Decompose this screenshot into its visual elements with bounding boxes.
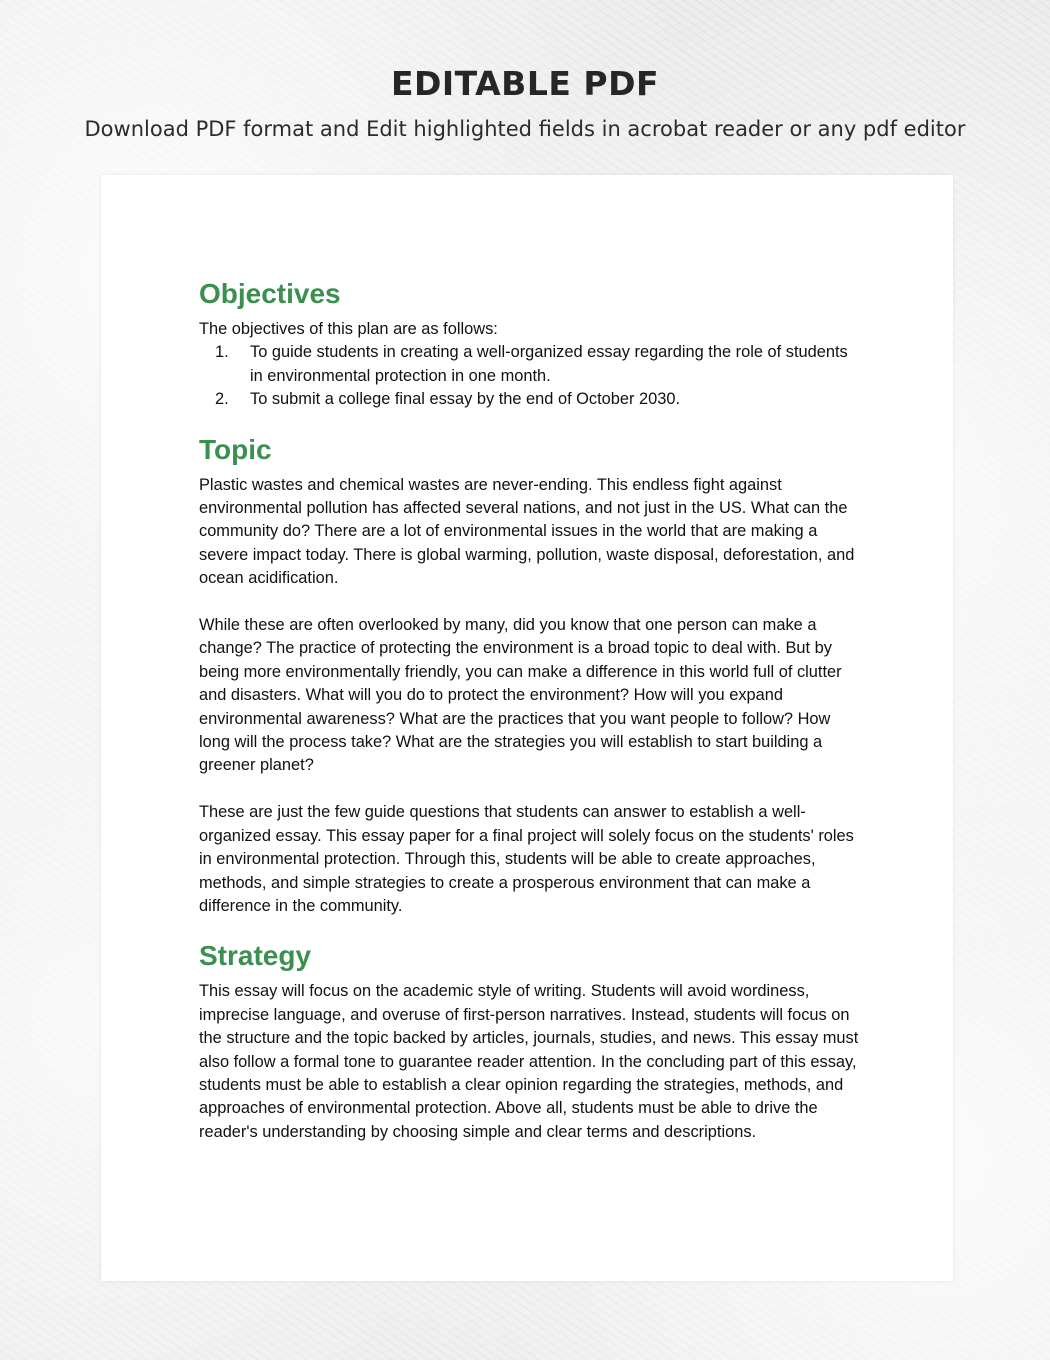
objectives-heading: Objectives <box>199 278 341 309</box>
objectives-section <box>199 273 859 412</box>
topic-section <box>199 429 859 919</box>
list-item-number: 2. <box>215 390 229 409</box>
topic-paragraph-3: These are just the few guide questions that students can answer to establish a well-organized essay. This essay paper for a final project will solely focus on the students' roles in environmental protection. Through this, students will be able to create approaches, methods, and simple strategies to create a prosperous environment that can make a difference in the community. <box>199 803 854 915</box>
list-item-number: 1. <box>215 343 229 362</box>
document-page <box>101 175 953 1281</box>
banner-title: EDITABLE PDF <box>390 64 660 103</box>
strategy-paragraph: This essay will focus on the academic style of writing. Students will avoid wordiness, imprecise language, and overuse of first-person narratives. Instead, students will focus on the structure and the topic backed by articles, journals, studies, and news. This essay must also follow a formal tone to guarantee reader attention. In the concluding part of this essay, students must be able to establish a clear opinion regarding the strategies, methods, and approaches of environmental protection. Above all, students must be able to drive the reader's understanding by choosing simple and clear terms and descriptions. <box>199 982 859 1141</box>
objectives-intro: The objectives of this plan are as follows: <box>199 320 498 338</box>
list-item <box>199 341 859 388</box>
topic-paragraph-1: Plastic wastes and chemical wastes are never-ending. This endless fight against environmental pollution has affected several nations, and not just in the US. What can the community do? There are a lot of environmental issues in the world that are making a severe impact today. There is global warming, pollution, waste disposal, deforestation, and ocean acidification. <box>199 475 855 588</box>
strategy-heading: Strategy <box>199 940 312 972</box>
list-item-text: To submit a college final essay by the end of October 2030. <box>250 390 681 409</box>
list-item-text: To guide students in creating a well-organized essay regarding the role of students in environmental protection in one month. <box>250 343 848 385</box>
objectives-list <box>199 341 859 411</box>
strategy-section <box>199 935 859 1144</box>
list-item <box>199 388 859 411</box>
banner-subtitle: Download PDF format and Edit highlighted fields in acrobat reader or any pdf editor <box>84 117 966 141</box>
document-content <box>199 273 859 1161</box>
topic-paragraph-2: While these are often overlooked by many, did you know that one person can make a change? The practice of protecting the environment is a broad topic to deal with. But by being more environmentally friendly, you can make a difference in this world full of clutter and disasters. What will you do to protect the environment? How will you expand environmental awareness? What are the practices that you want people to follow? How long will the process take? What are the strategies you will establish to start building a greener planet? <box>199 616 842 775</box>
topic-heading: Topic <box>199 433 272 465</box>
